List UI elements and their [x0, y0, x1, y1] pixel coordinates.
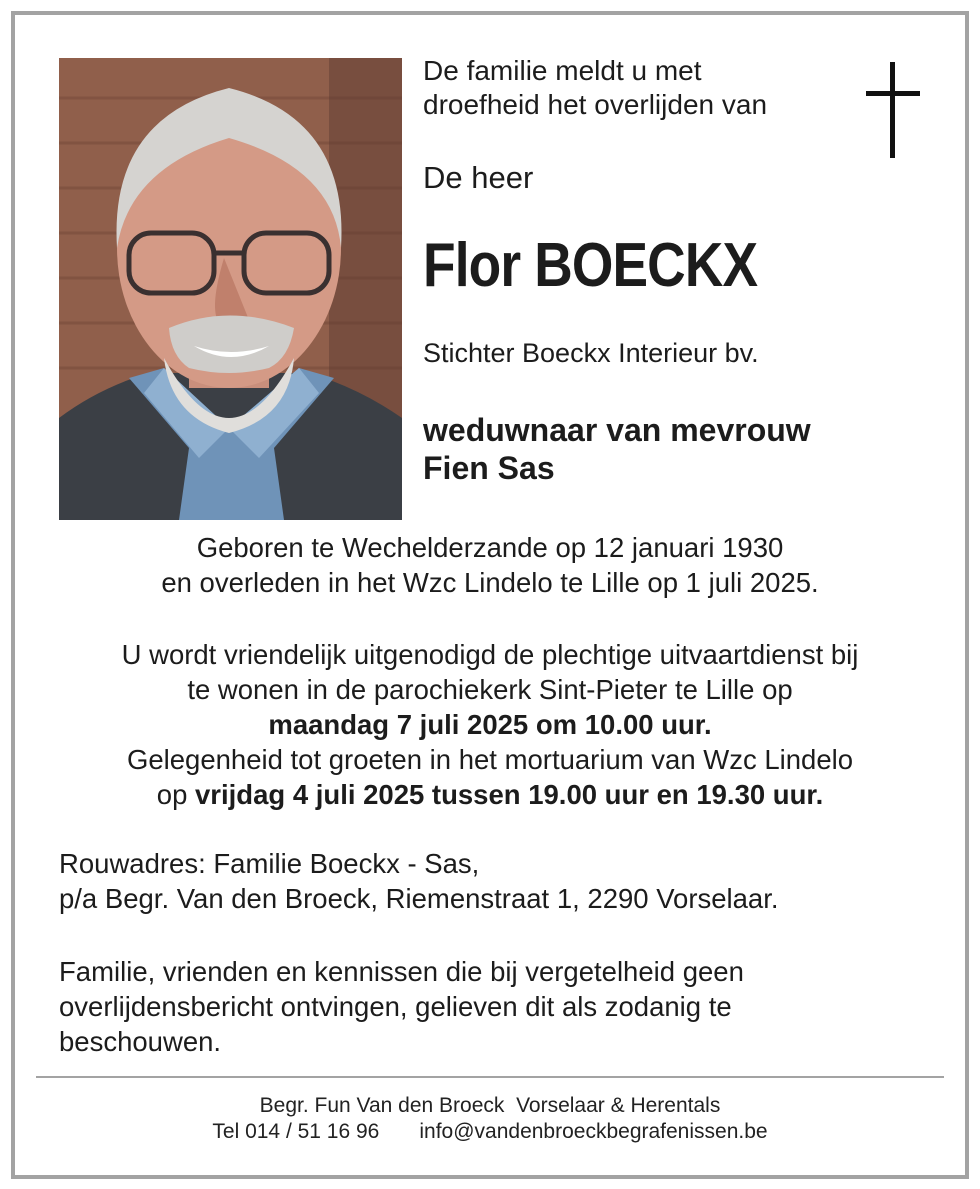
footer-company: [40, 1093, 940, 1119]
email-link[interactable]: info@vandenbroeckbegrafenissen.be: [419, 1120, 768, 1143]
notice-line: overlijdensbericht ontvingen, gelieven dit als zodanig te: [59, 991, 732, 1022]
footer-contact: [40, 1119, 940, 1145]
notice-line: Familie, vrienden en kennissen die bij vergetelheid geen: [59, 956, 744, 987]
address-line: Rouwadres: Familie Boeckx - Sas,: [59, 848, 480, 879]
notice-text: [59, 954, 939, 1059]
service-date: maandag 7 juli 2025 om 10.00 uur.: [268, 709, 712, 740]
visit-date: op vrijdag 4 juli 2025 tussen 19.00 uur en 19.30 uur.: [156, 779, 824, 810]
birth-death-info: [40, 530, 940, 600]
spouse-info: [423, 411, 811, 487]
invite-line: te wonen in de parochiekerk Sint-Pieter te Lille op: [187, 674, 793, 705]
company-name: Begr. Fun Van den Broeck Vorselaar & Herentals: [259, 1094, 721, 1117]
portrait-photo: [59, 58, 402, 520]
birth-line: Geboren te Wechelderzande op 12 januari 1930: [196, 532, 784, 563]
funeral-invitation: [40, 637, 940, 812]
deceased-role: Stichter Boeckx Interieur bv.: [423, 338, 759, 368]
mourning-address: [59, 846, 939, 916]
intro-line: droefheid het overlijden van: [423, 89, 768, 120]
address-line: p/a Begr. Van den Broeck, Riemenstraat 1, 2290 Vorselaar.: [59, 883, 779, 914]
intro-text: [423, 54, 767, 122]
spouse-name: Fien Sas: [423, 450, 555, 486]
death-line: en overleden in het Wzc Lindelo te Lille op 1 juli 2025.: [161, 567, 819, 598]
invite-line: U wordt vriendelijk uitgenodigd de plechtige uitvaartdienst bij: [121, 639, 859, 670]
footer-divider: [36, 1076, 944, 1078]
phone-number: Tel 014 / 51 16 96: [212, 1120, 380, 1143]
honorific: De heer: [423, 160, 534, 195]
visit-line: Gelegenheid tot groeten in het mortuarium van Wzc Lindelo: [126, 744, 854, 775]
spouse-line: weduwnaar van mevrouw: [423, 412, 811, 448]
cross-icon: [864, 62, 922, 165]
deceased-name: Flor BOECKX: [423, 231, 758, 300]
intro-line: De familie meldt u met: [423, 55, 702, 86]
notice-line: beschouwen.: [59, 1026, 222, 1057]
